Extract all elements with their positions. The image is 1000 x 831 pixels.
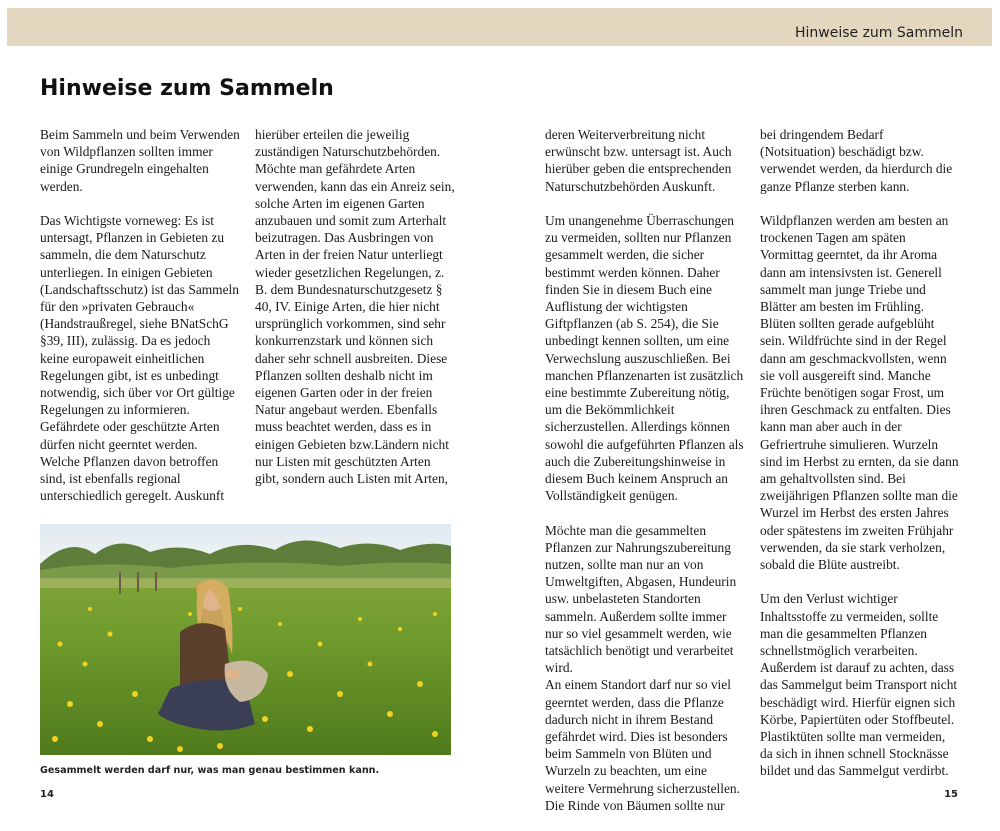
paragraph: deren Weiterverbreitung nicht erwünscht bzw. untersagt ist. Auch hierüber geben die entsprechenden Naturschutzbehörden Auskunft. [545,127,732,194]
paragraph: Um unangenehme Überraschungen zu vermeiden, sollten nur Pflanzen gesammelt werden, die sicher bestimmt werden können. Daher finden Sie in diesem Buch eine Auflistung der wichtigsten Giftpflanzen (ab S. 254), die Sie unbedingt kennen sollten, um eine Verwechslung auszuschließen. Bei manchen Pflanzenarten ist zusätzlich eine bestimmte Zubereitung nötig, um die Bekömmlichkeit sicherzustellen. Allerdings können sowohl die aufgeführten Pflanzen als auch die Zubereitungshinweise in diesem Buch keinem Anspruch an Vollständigkeit genügen. [545,213,744,504]
figure-caption: Gesammelt werden darf nur, was man genau bestimmen kann. [40,765,380,776]
paragraph: Wildpflanzen werden am besten an trockenen Tagen am späten Vormittag geerntet, da ihr Aroma dann am intensivsten ist. Generell sammelt man junge Triebe und Blätter am besten im Frühling. Blüten sollten gerade aufgeblüht sein. Wildfrüchte sind in der Regel dann am geschmackvollsten, wenn sie voll ausgereift sind. Manche Früchte benötigen sogar Frost, um ihren Geschmack zu entfalten. Dies kann man aber auch in der Gefriertruhe simulieren. Wurzeln sind im Herbst zu ernten, da sie dann am gehaltvollsten sind. Bei zweijährigen Pflanzen sollte man die Wurzel im Herbst des ersten Jahres oder spätestens im zweiten Frühjahr verwenden, da sie stark verholzen, sobald die Blüte austreibt. [760,213,959,573]
text-column-2 [255,126,455,504]
text-column-3 [545,126,745,831]
page-number-left: 14 [40,789,54,800]
text-column-4 [760,126,960,797]
meadow-photo [40,524,451,755]
text-column-1 [40,126,240,522]
paragraph: Beim Sammeln und beim Verwenden von Wildpflanzen sollten immer einige Grundregeln eingehalten werden. [40,127,240,194]
paragraph: hierüber erteilen die jeweilig zuständigen Naturschutzbehörden. Möchte man gefährdete Arten verwenden, kann das ein Anreiz sein, solche Arten im eigenen Garten anzubauen und somit zum Arterhalt beizutragen. Das Ausbringen von Arten in der freien Natur unterliegt wieder gesetzlichen Regelungen, z. B. dem Bundesnaturschutzgesetz § 40, IV. Einige Arten, die hier nicht ursprünglich vorkommen, sind sehr konkurrenzstark und können sich daher sehr schnell ausbreiten. Diese Pflanzen sollten deshalb nicht im eigenen Garten oder in der freien Natur angebaut werden. Ebenfalls muss beachtet werden, dass es in einigen Gebieten bzw.Ländern nicht nur Listen mit geschützten Arten gibt, sondern auch Listen mit Arten, [255,127,455,487]
page-number-right: 15 [944,789,958,800]
running-head: Hinweise zum Sammeln [794,25,963,41]
paragraph: Das Wichtigste vorneweg: Es ist untersagt, Pflanzen in Gebieten zu sammeln, die dem Naturschutz unterliegen. In einigen Gebieten (Landschaftsschutz) ist das Sammeln für den »privaten Gebrauch« (Handstraußregel, siehe BNatSchG §39, III), zulässig. Da es jedoch keine europaweit einheitlichen Regelungen gibt, ist es unbedingt notwendig, sich über vor Ort gültige Regelungen zu informieren. Gefährdete oder geschützte Arten dürfen nicht geerntet werden. Welche Pflanzen davon betroffen sind, ist ebenfalls regional unterschiedlich geregelt. Auskunft [40,213,239,504]
page-title: Hinweise zum Sammeln [40,76,334,101]
paragraph: An einem Standort darf nur so viel geerntet werden, dass die Pflanze dadurch nicht in ihrem Bestand gefährdet wird. Dies ist besonders beim Sammeln von Blüten und Wurzeln zu beachten, um eine weitere Vermehrung sicherzustellen. Die Rinde von Bäumen sollte nur [545,677,740,813]
paragraph: bei dringendem Bedarf (Notsituation) beschädigt bzw. verwendet werden, da hierdurch die ganze Pflanze sterben kann. [760,127,953,194]
paragraph: Um den Verlust wichtiger Inhaltsstoffe zu vermeiden, sollte man die gesammelten Pflanzen schnellstmöglich verarbeiten. Außerdem ist darauf zu achten, dass das Sammelgut beim Transport nicht beschädigt wird. Hierfür eignen sich Körbe, Papiertüten oder Stoffbeutel. Plastiktüten sollte man vermeiden, da sich in ihnen schnell Stocknässe bildet und das Sammelgut verdirbt. [760,591,958,779]
paragraph: Möchte man die gesammelten Pflanzen zur Nahrungszubereitung nutzen, sollte man nur an von Umweltgiften, Abgasen, Hundeurin usw. unbelasteten Standorten sammeln. Außerdem sollte immer nur so viel gesammelt werden, wie tatsächlich benötigt und verarbeitet wird. [545,522,737,676]
